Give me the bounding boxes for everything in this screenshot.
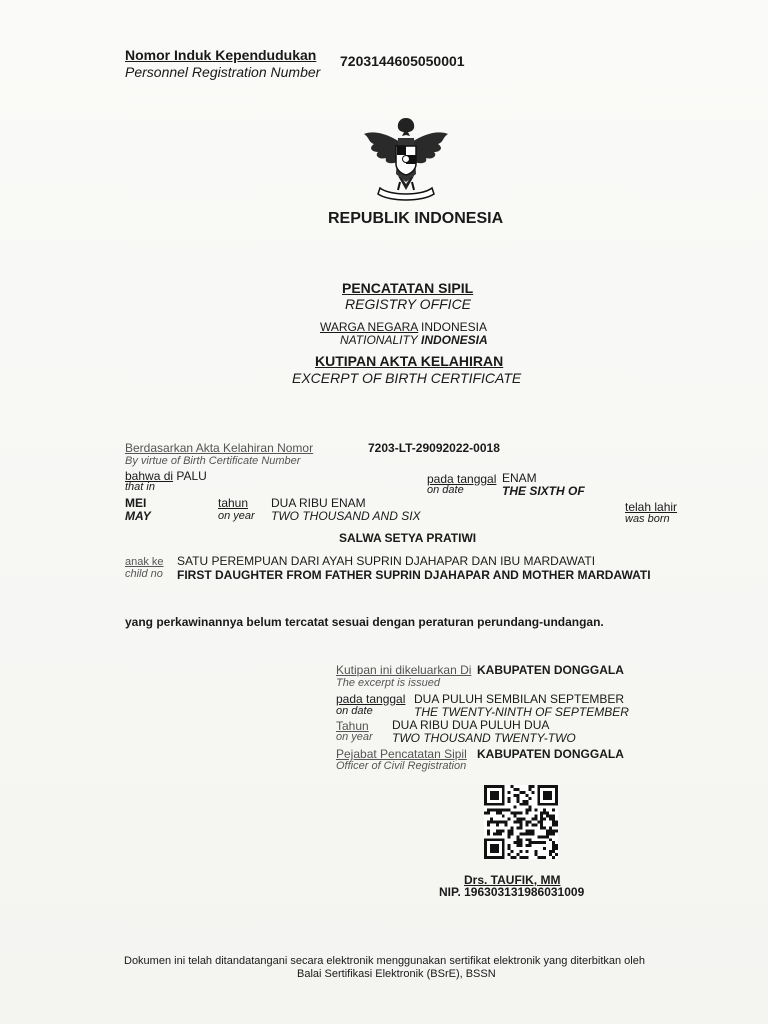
child-label-en: child no xyxy=(125,568,163,580)
issue-year-label-en: on year xyxy=(336,731,373,743)
officer-label: Pejabat Pencatatan Sipil xyxy=(336,747,467,761)
footer-line-1: Dokumen ini telah ditandatangani secara elektronik menggunakan sertifikat elektronik yang diterbitkan oleh xyxy=(124,955,645,967)
issue-year-en: TWO THOUSAND TWENTY-TWO xyxy=(392,731,576,745)
office-title: PENCATATAN SIPIL xyxy=(342,280,474,296)
year-label-en: on year xyxy=(218,510,255,522)
based-label-en: By virtue of Birth Certificate Number xyxy=(125,455,301,467)
on-date-label: pada tanggal xyxy=(427,472,497,486)
issue-date-label: pada tanggal xyxy=(336,692,406,706)
officer-place: KABUPATEN DONGGALA xyxy=(477,747,624,761)
office-title-en: REGISTRY OFFICE xyxy=(345,296,472,312)
qr-code-icon xyxy=(484,785,558,864)
child-description: SATU PEREMPUAN DARI AYAH SUPRIN DJAHAPAR DAN IBU MARDAWATI xyxy=(177,554,596,568)
footer-line-2: Balai Sertifikasi Elektronik (BSrE), BSSN xyxy=(297,968,496,980)
issue-year-label: Tahun xyxy=(336,719,369,733)
child-description-en: FIRST DAUGHTER FROM FATHER SUPRIN DJAHAPAR AND MOTHER MARDAWATI xyxy=(177,568,651,582)
birth-place: PALU xyxy=(176,469,207,483)
nationality-label: WARGA NEGARA xyxy=(320,320,419,334)
that-in-label: bahwa di xyxy=(125,469,174,483)
signer-nip: NIP. 196303131986031009 xyxy=(439,885,585,899)
issued-label-en: The excerpt is issued xyxy=(336,677,440,689)
garuda-emblem-icon xyxy=(360,112,452,204)
issue-date-label-en: on date xyxy=(336,705,373,717)
on-date-label-en: on date xyxy=(427,484,464,496)
issue-date-en: THE TWENTY-NINTH OF SEPTEMBER xyxy=(414,705,629,719)
country-title: REPUBLIK INDONESIA xyxy=(328,210,504,227)
issued-place: KABUPATEN DONGGALA xyxy=(477,663,624,677)
nik-label-en: Personnel Registration Number xyxy=(125,64,321,80)
marriage-note: yang perkawinannya belum tercatat sesuai dengan peraturan perundang-undangan. xyxy=(125,615,604,629)
signer-name: Drs. TAUFIK, MM xyxy=(464,873,561,887)
child-name: SALWA SETYA PRATIWI xyxy=(339,531,477,545)
birth-year: DUA RIBU ENAM xyxy=(271,496,366,510)
document-title-en: EXCERPT OF BIRTH CERTIFICATE xyxy=(292,370,522,386)
child-label: anak ke xyxy=(125,556,164,568)
document-title: KUTIPAN AKTA KELAHIRAN xyxy=(315,353,504,369)
nationality-value-en: INDONESIA xyxy=(421,333,488,347)
birth-month-en: MAY xyxy=(125,509,151,523)
birth-month: MEI xyxy=(125,496,147,510)
nik-label: Nomor Induk Kependudukan xyxy=(125,47,317,63)
year-label: tahun xyxy=(218,496,249,510)
born-label-en: was born xyxy=(625,513,670,525)
birth-year-en: TWO THOUSAND AND SIX xyxy=(271,509,421,523)
that-in-label-en: that in xyxy=(125,481,155,493)
officer-label-en: Officer of Civil Registration xyxy=(336,760,467,772)
issue-year: DUA RIBU DUA PULUH DUA xyxy=(392,718,550,732)
issued-label: Kutipan ini dikeluarkan Di xyxy=(336,663,472,677)
cert-number: 7203-LT-29092022-0018 xyxy=(368,441,500,455)
nik-value: 7203144605050001 xyxy=(340,53,465,69)
nationality-label-en: NATIONALITY xyxy=(340,333,418,347)
based-label: Berdasarkan Akta Kelahiran Nomor xyxy=(125,441,314,455)
birth-day: ENAM xyxy=(502,471,537,485)
birth-day-en: THE SIXTH OF xyxy=(502,484,585,498)
born-label: telah lahir xyxy=(625,500,678,514)
issue-date: DUA PULUH SEMBILAN SEPTEMBER xyxy=(414,692,625,706)
nationality-value: INDONESIA xyxy=(421,320,488,334)
